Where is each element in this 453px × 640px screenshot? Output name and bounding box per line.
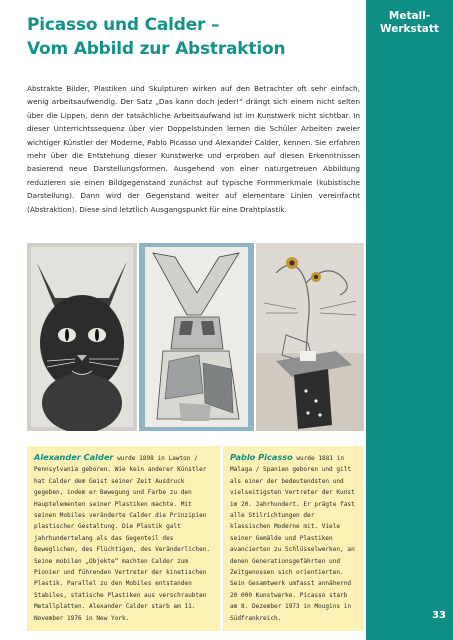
picasso-name: Pablo Picasso bbox=[230, 452, 293, 462]
section-tab-line2: Werkstatt bbox=[380, 23, 439, 35]
section-tab bbox=[366, 10, 453, 36]
calder-bio-box bbox=[27, 446, 220, 631]
intro-text bbox=[27, 82, 360, 216]
page-number: 33 bbox=[432, 610, 446, 621]
cubist-drawing-image bbox=[139, 243, 254, 431]
title-line2: Vom Abbild zur Abstraktion bbox=[27, 39, 286, 59]
cat-drawing-image bbox=[27, 243, 137, 431]
picasso-bio-box bbox=[223, 446, 363, 631]
calder-bio-body: wurde 1898 in Lawton / Pennsylvania geboren. Wie kein anderer Künstler hat Calder dem Geist seiner Zeit Ausdruck gegeben, indem er Bewegung und Farbe zu den Hauptelementen seiner Plastiken machte. Mit seinen Mobiles veränderte Calder die Prinzipien plastischer Gestaltung. Die Plastik galt jahrhundertelang als das Gegenteil des Beweglichen, des Flüchtigen, des Veränderlichen. Seine mobilen „Objekte“ machten Calder zum Pionier und führenden Vertreter der kinetischen Plastik. Parallel zu den Mobiles entstanden Stabiles, statische Plastiken aus verschraubten Metallplatten. Alexander Calder starb am 11. November 1976 in New York. bbox=[34, 455, 211, 622]
wire-sculpture-image bbox=[256, 243, 364, 431]
intro-paragraph: Abstrakte Bilder, Plastiken und Skulpturen wirken auf den Betrachter oft sehr einfach, wenig arbeitsaufwendig. Der Satz „Das kann doch jeder!“ drängt sich einem nicht selten über die Lippen, denn der tatsächliche Arbeitsaufwand ist im Kunstwerk nicht sichtbar. In dieser Unterrichtssequenz über vier Doppelstunden lernen die Schüler Arbeiten zweier wichtiger Künstler der Moderne, Pablo Picasso und Alexander Calder, kennen. Sie erfahren mehr über die Entstehung dieser Kunstwerke und erproben auf diesen Erkenntnissen basierend neue Darstellungsformen. Ausgehend von einer naturgetreuen Abbildung reduzieren sie einen Bildgegenstand zunächst auf typische Formmerkmale (kubistische Darstellung). Dann wird der Gegenstand weiter auf elementare Linien vereinfacht (Abstraktion). Diese sind letztlich Ausgangspunkt für eine Drahtplastik. bbox=[27, 84, 360, 214]
calder-name: Alexander Calder bbox=[34, 452, 114, 462]
page-title bbox=[27, 13, 357, 61]
picasso-bio-body: wurde 1881 in Malaga / Spanien geboren und gilt als einer der bedeutendsten und vielseitigsten Vertreter der Kunst im 20. Jahrhundert. Er prägte fast alle Stilrichtungen der klassischen Moderne mit. Viele seiner Gemälde und Plastiken avancierten zu Schlüsselwerken, an denen Generationsgefährten und Zeitgenossen sich orientierten. Sein Gesamtwerk umfasst annähernd 20 000 Kunstwerke. Picasso starb am 8. Dezember 1973 in Mougins in Südfrankreich. bbox=[230, 455, 355, 622]
calder-bio-text bbox=[34, 452, 213, 624]
picasso-bio-text bbox=[230, 452, 356, 624]
title-line1: Picasso und Calder – bbox=[27, 15, 220, 35]
section-tab-line1: Metall- bbox=[388, 10, 431, 22]
sidebar bbox=[366, 0, 453, 640]
